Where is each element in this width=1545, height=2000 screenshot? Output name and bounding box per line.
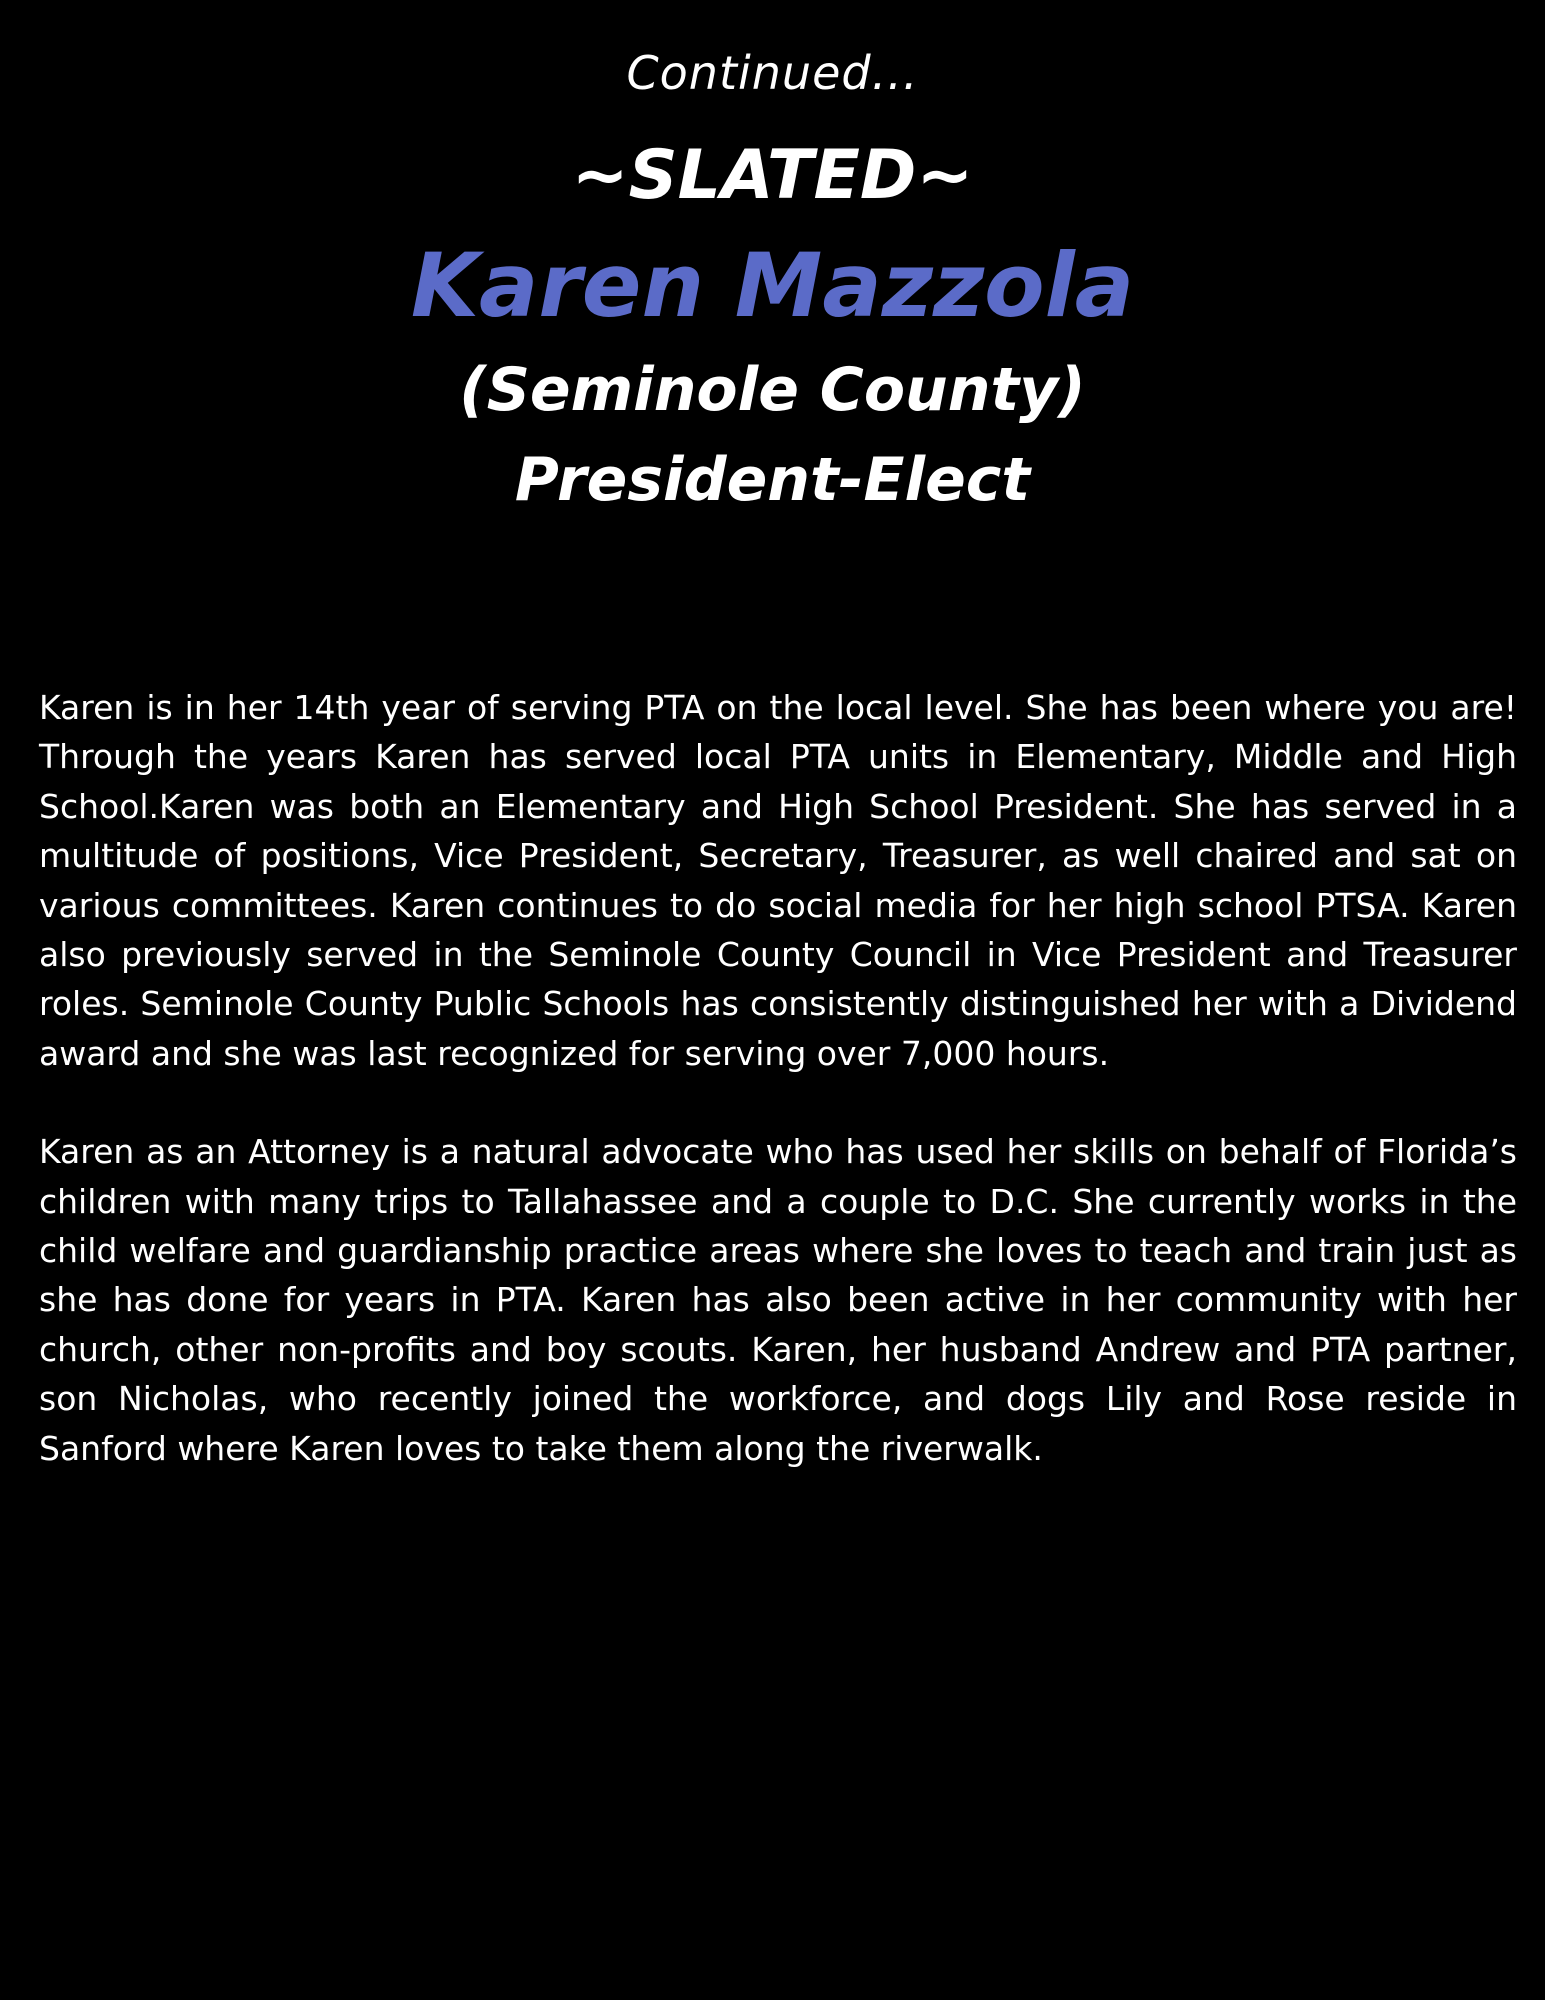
- bio-paragraph-1: Karen is in her 14th year of serving PTA on the local level. She has been where you are! Through the years Karen has served local PTA units in Elementary, Middle and High School.Karen was both an Elementary and High School President. She has served in a multitude of positions, Vice President, Secretary, Treasurer, as well chaired and sat on various committees. Karen continues to do social media for her high school PTSA. Karen also previously served in the Seminole County Council in Vice President and Treasurer roles. Seminole County Public Schools has consistently distinguished her with a Dividend award and she was last recognized for serving over 7,000 hours.: [39, 688, 1517, 1073]
- bio-section: [39, 683, 1517, 1473]
- slated-heading: ~SLATED~: [571, 136, 974, 215]
- candidate-county: (Seminole County): [459, 355, 1086, 425]
- candidate-office: President-Elect: [514, 445, 1031, 515]
- bio-paragraph-2: Karen as an Attorney is a natural advocate who has used her skills on behalf of Florida’s children with many trips to Tallahassee and a couple to D.C. She currently works in the child welfare and guardianship practice areas where she loves to teach and train just as she has done for years in PTA. Karen has also been active in her community with her church, other non-profits and boy scouts. Karen, her husband Andrew and PTA partner, son Nicholas, who recently joined the workforce, and dogs Lily and Rose reside in Sanford where Karen loves to take them along the riverwalk.: [39, 1132, 1517, 1468]
- header: [0, 0, 1545, 515]
- candidate-name: Karen Mazzola: [410, 234, 1135, 337]
- continued-label: Continued...: [626, 46, 919, 100]
